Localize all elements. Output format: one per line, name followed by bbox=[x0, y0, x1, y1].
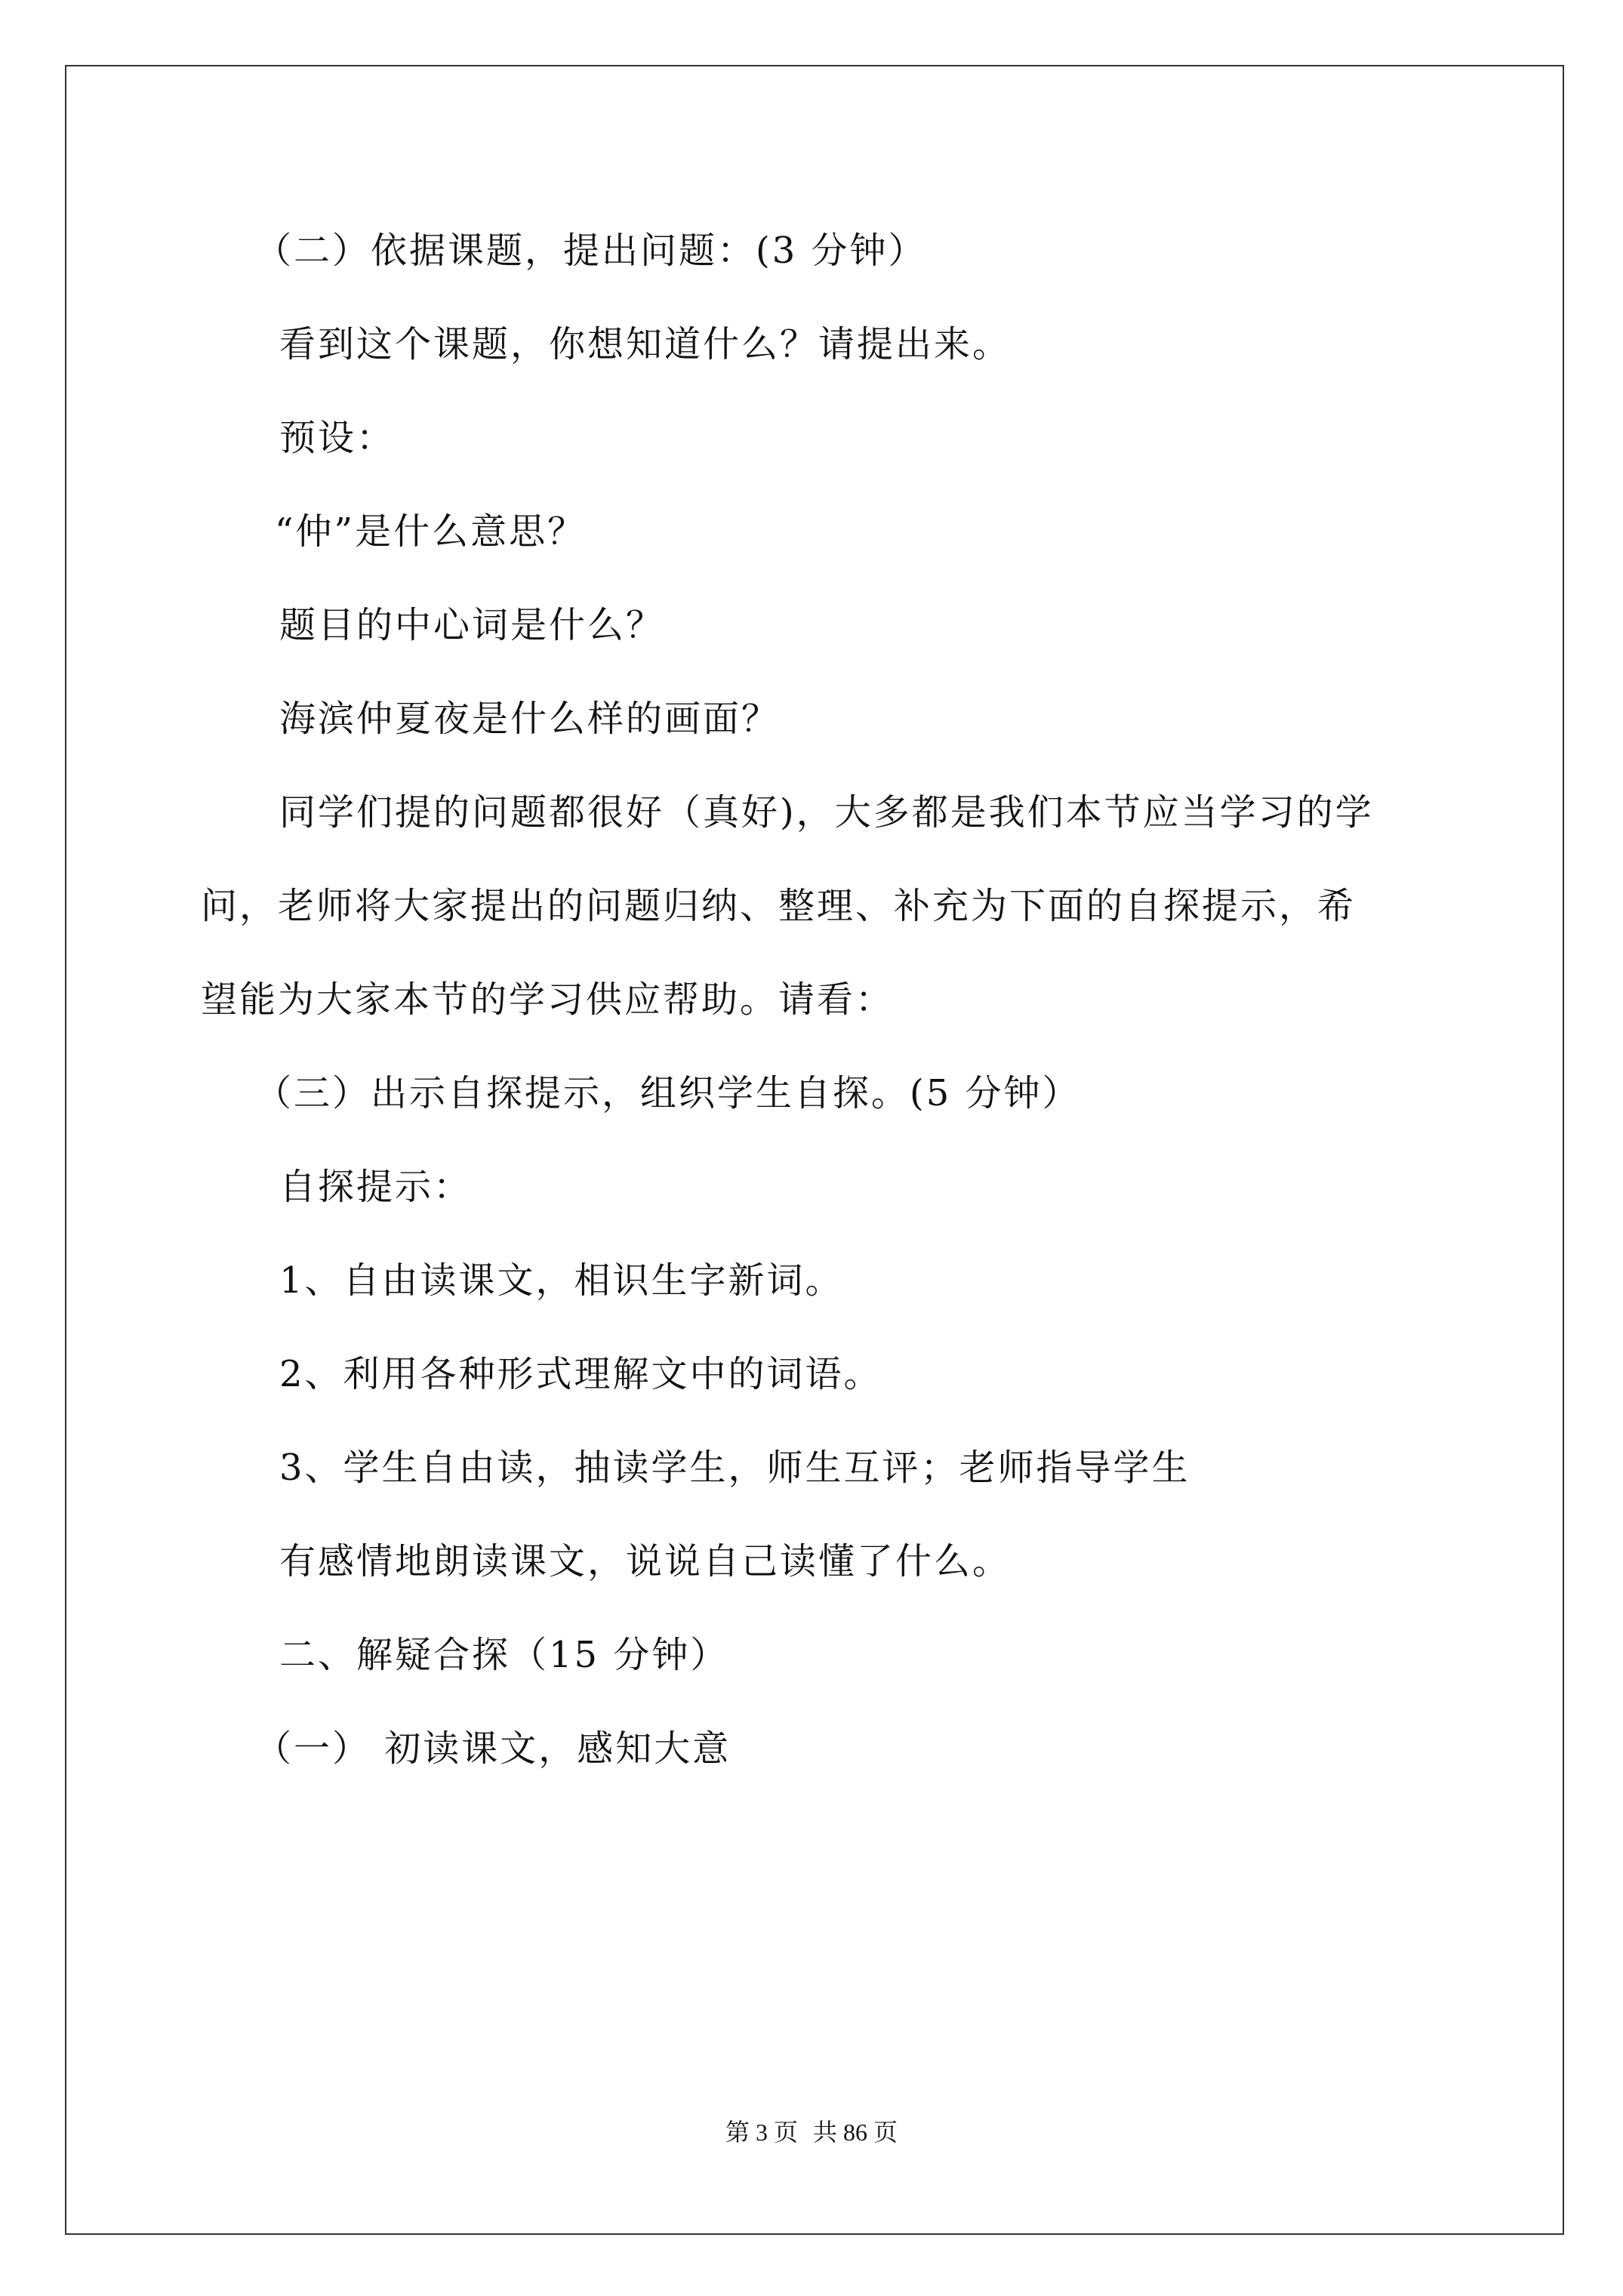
section-heading-2: （二）依据课题，提出问题：(3 分钟） bbox=[255, 230, 927, 272]
paragraph-line: 看到这个课题，你想知道什么？请提出来。 bbox=[279, 323, 1012, 365]
subsection-heading: （一） 初读课文，感知大意 bbox=[255, 1727, 731, 1770]
list-item: 2、利用各种形式理解文中的词语。 bbox=[279, 1353, 882, 1395]
section-heading-3: （三）出示自探提示，组织学生自探。(5 分钟） bbox=[255, 1072, 1081, 1114]
paragraph-line: 题目的中心词是什么？ bbox=[279, 604, 665, 646]
paragraph-line: 预设： bbox=[279, 417, 396, 459]
paragraph-line: 望能为大家本节的学习供应帮助。请看： bbox=[201, 978, 895, 1021]
list-item: 3、学生自由读，抽读学生，师生互评；老师指导学生 bbox=[279, 1447, 1190, 1489]
section-heading: 二、解疑合探（15 分钟） bbox=[279, 1634, 729, 1676]
paragraph-line: 海滨仲夏夜是什么样的画面？ bbox=[279, 698, 781, 740]
paragraph-line: 自探提示： bbox=[279, 1166, 473, 1208]
page-number: 第 3 页 bbox=[725, 2119, 798, 2146]
list-item: 1、自由读课文，相识生字新词。 bbox=[279, 1259, 844, 1302]
paragraph-line: “仲”是什么意思？ bbox=[275, 510, 587, 553]
paragraph-line: 有感情地朗读课文，说说自己读懂了什么。 bbox=[279, 1540, 1012, 1583]
paragraph-line: 同学们提的问题都很好（真好)，大多都是我们本节应当学习的学 bbox=[279, 791, 1374, 834]
page-footer bbox=[0, 2117, 1623, 2147]
paragraph-line: 问，老师将大家提出的问题归纳、整理、补充为下面的自探提示，希 bbox=[201, 885, 1357, 927]
page-frame bbox=[65, 65, 1564, 2235]
page-total: 共 86 页 bbox=[813, 2119, 898, 2146]
